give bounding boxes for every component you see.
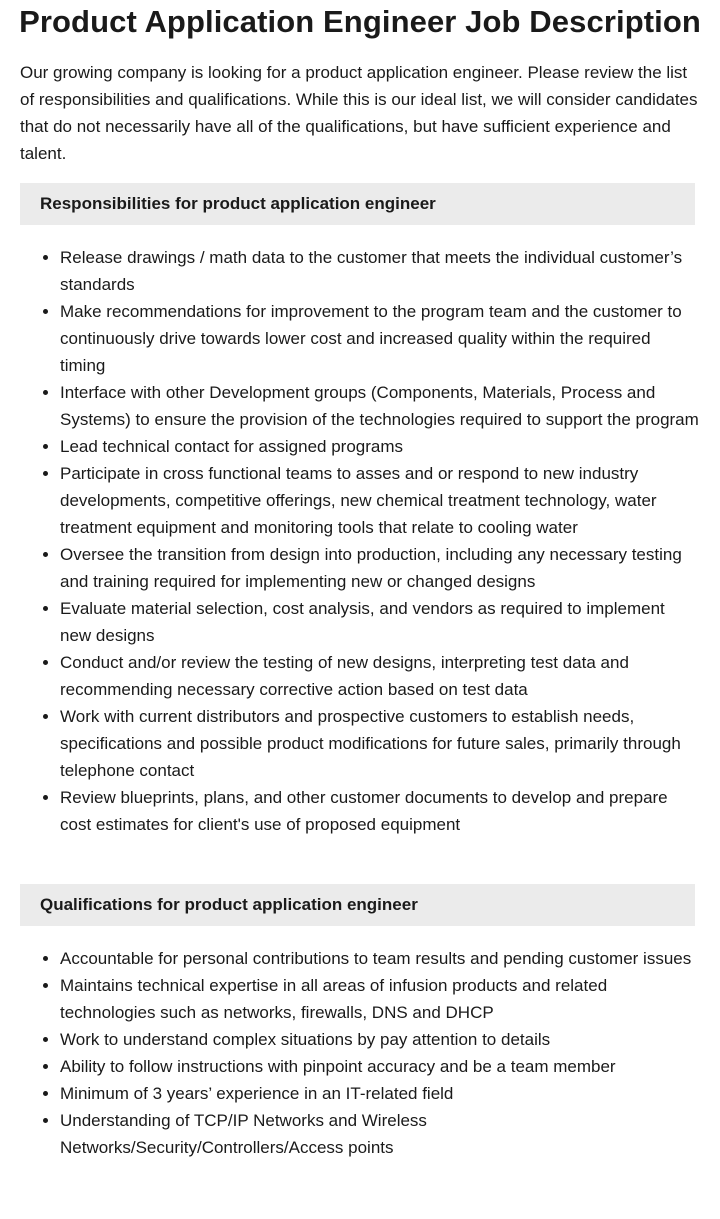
page-title: Product Application Engineer Job Description bbox=[19, 4, 701, 39]
list-item: • Accountable for personal contributions to team results and pending customer issues bbox=[60, 945, 700, 972]
list-item: • Evaluate material selection, cost analysis, and vendors as required to implement new designs bbox=[60, 595, 700, 649]
list-item: • Work to understand complex situations by pay attention to details bbox=[60, 1026, 700, 1053]
list-item: • Ability to follow instructions with pinpoint accuracy and be a team member bbox=[60, 1053, 700, 1080]
list-item: • Make recommendations for improvement to the program team and the customer to continuously drive towards lower cost and increased quality within the required timing bbox=[60, 298, 700, 379]
qualifications-heading: Qualifications for product application engineer bbox=[20, 884, 695, 926]
responsibilities-list bbox=[20, 244, 700, 838]
list-item: • Lead technical contact for assigned programs bbox=[60, 433, 700, 460]
responsibilities-heading: Responsibilities for product application engineer bbox=[20, 183, 695, 225]
list-item: • Understanding of TCP/IP Networks and Wireless Networks/Security/Controllers/Access points bbox=[60, 1107, 700, 1161]
list-item: • Maintains technical expertise in all areas of infusion products and related technologies such as networks, firewalls, DNS and DHCP bbox=[60, 972, 700, 1026]
list-item: • Interface with other Development groups (Components, Materials, Process and Systems) to ensure the provision of the technologies required to support the program bbox=[60, 379, 700, 433]
list-item: • Minimum of 3 years’ experience in an IT-related field bbox=[60, 1080, 700, 1107]
qualifications-list bbox=[20, 945, 700, 1161]
list-item: • Review blueprints, plans, and other customer documents to develop and prepare cost estimates for client's use of proposed equipment bbox=[60, 784, 700, 838]
list-item: • Work with current distributors and prospective customers to establish needs, specifications and possible product modifications for future sales, primarily through telephone contact bbox=[60, 703, 700, 784]
intro-paragraph: Our growing company is looking for a product application engineer. Please review the list of responsibilities and qualifications. While this is our ideal list, we will consider candidates that do not necessarily have all of the qualifications, but have sufficient experience and talent. bbox=[20, 63, 698, 163]
list-item: • Release drawings / math data to the customer that meets the individual customer’s standards bbox=[60, 244, 700, 298]
list-item: • Conduct and/or review the testing of new designs, interpreting test data and recommending necessary corrective action based on test data bbox=[60, 649, 700, 703]
list-item: • Oversee the transition from design into production, including any necessary testing and training required for implementing new or changed designs bbox=[60, 541, 700, 595]
list-item: • Participate in cross functional teams to asses and or respond to new industry developments, competitive offerings, new chemical treatment technology, water treatment equipment and monitoring tools that relate to cooling water bbox=[60, 460, 700, 541]
